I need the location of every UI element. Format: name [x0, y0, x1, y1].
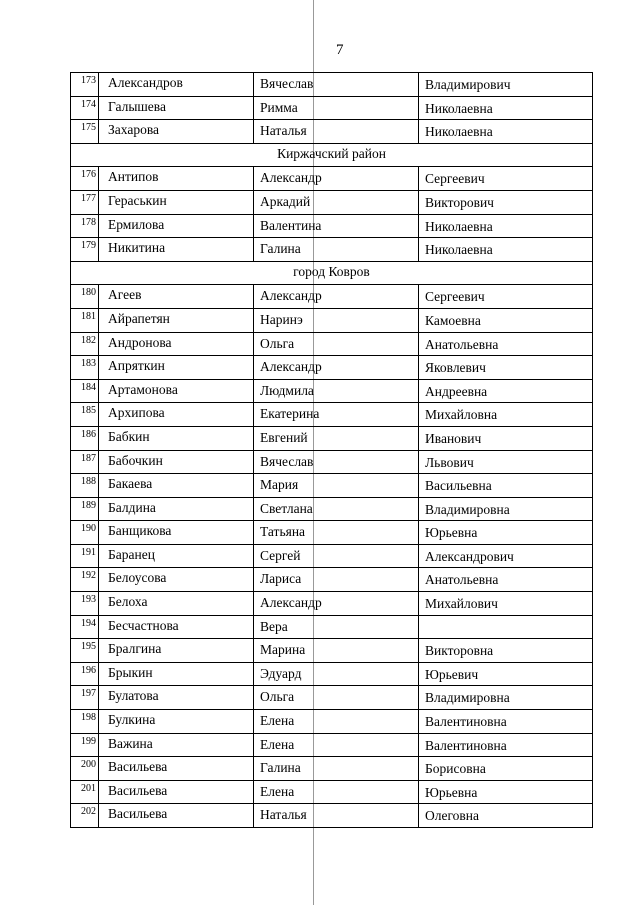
first-name-cell: Наринэ: [254, 309, 419, 332]
table-row: [70, 592, 593, 616]
table-row: [70, 97, 593, 121]
patronymic-cell: Камоевна: [425, 312, 481, 328]
patronymic-cell: Борисовна: [425, 761, 486, 777]
table-row: [70, 309, 593, 333]
last-name-cell: Белоха: [99, 592, 254, 615]
table-row: [70, 191, 593, 215]
row-number: 191: [71, 545, 99, 568]
last-name-cell: Брыкин: [99, 663, 254, 686]
row-number: 175: [71, 120, 99, 143]
table-row: [70, 238, 593, 262]
patronymic-cell: Александрович: [425, 548, 514, 564]
last-name-cell: Бабкин: [99, 427, 254, 450]
last-name-cell: Булатова: [99, 686, 254, 709]
patronymic-cell: Николаевна: [425, 218, 493, 234]
table-row: [70, 804, 593, 828]
first-name-cell: Людмила: [254, 380, 419, 403]
first-name-cell: Эдуард: [254, 663, 419, 686]
row-number: 193: [71, 592, 99, 615]
row-number: 188: [71, 474, 99, 497]
first-name-cell: Мария: [254, 474, 419, 497]
first-name-cell: Сергей: [254, 545, 419, 568]
row-number: 182: [71, 333, 99, 356]
patronymic-cell: Яковлевич: [425, 360, 486, 376]
patronymic-cell: Владимировна: [425, 501, 510, 517]
section-header-row: [70, 262, 593, 286]
last-name-cell: Айрапетян: [99, 309, 254, 332]
section-header-row: [70, 144, 593, 168]
first-name-cell: Аркадий: [254, 191, 419, 214]
last-name-cell: Апряткин: [99, 356, 254, 379]
row-number: 179: [71, 238, 99, 261]
first-name-cell: Вера: [254, 616, 419, 639]
patronymic-cell: Владимирович: [425, 77, 511, 92]
table-row: [70, 120, 593, 144]
last-name-cell: Антипов: [99, 167, 254, 190]
last-name-cell: Баранец: [99, 545, 254, 568]
table-row: [70, 686, 593, 710]
first-name-cell: Валентина: [254, 215, 419, 238]
first-name-cell: Александр: [254, 356, 419, 379]
row-number: 184: [71, 380, 99, 403]
row-number: 187: [71, 451, 99, 474]
patronymic-cell: Иванович: [425, 430, 482, 446]
last-name-cell: Важина: [99, 734, 254, 757]
row-number: 183: [71, 356, 99, 379]
last-name-cell: Васильева: [99, 804, 254, 827]
patronymic-cell: Викторович: [425, 194, 494, 210]
row-number: 190: [71, 521, 99, 544]
patronymic-cell: Сергеевич: [425, 289, 485, 305]
row-number: 176: [71, 167, 99, 190]
patronymic-cell: Юрьевна: [425, 525, 478, 541]
row-number: 189: [71, 498, 99, 521]
last-name-cell: Бесчастнова: [99, 616, 254, 639]
patronymic-cell: Валентиновна: [425, 737, 507, 753]
table-row: [70, 545, 593, 569]
first-name-cell: Екатерина: [254, 403, 419, 426]
row-number: 178: [71, 215, 99, 238]
table-row: [70, 521, 593, 545]
patronymic-cell: Николаевна: [425, 100, 493, 116]
row-number: 202: [71, 804, 99, 827]
table-row: [70, 215, 593, 239]
table-row: [70, 710, 593, 734]
patronymic-cell: Владимировна: [425, 690, 510, 706]
first-name-cell: Ольга: [254, 686, 419, 709]
row-number: 200: [71, 757, 99, 780]
first-name-cell: Светлана: [254, 498, 419, 521]
patronymic-cell: Васильевна: [425, 478, 492, 494]
last-name-cell: Банщикова: [99, 521, 254, 544]
row-number: 174: [71, 97, 99, 120]
page-number: 7: [336, 42, 344, 58]
last-name-cell: Балдина: [99, 498, 254, 521]
last-name-cell: Андронова: [99, 333, 254, 356]
section-title: Киржачский район: [277, 145, 386, 161]
table-row: [70, 285, 593, 309]
table-row: [70, 427, 593, 451]
first-name-cell: Вячеслав: [254, 73, 419, 96]
table-row: [70, 616, 593, 640]
patronymic-cell: Сергеевич: [425, 171, 485, 187]
first-name-cell: Лариса: [254, 568, 419, 591]
names-table: [70, 72, 593, 828]
table-row: [70, 498, 593, 522]
patronymic-cell: Валентиновна: [425, 714, 507, 730]
last-name-cell: Агеев: [99, 285, 254, 308]
row-number: 177: [71, 191, 99, 214]
patronymic-cell: Анатольевна: [425, 336, 499, 352]
row-number: 192: [71, 568, 99, 591]
first-name-cell: Галина: [254, 238, 419, 261]
row-number: 194: [71, 616, 99, 639]
table-row: [70, 639, 593, 663]
row-number: 186: [71, 427, 99, 450]
patronymic-cell: Михайловна: [425, 407, 498, 423]
table-row: [70, 781, 593, 805]
last-name-cell: Архипова: [99, 403, 254, 426]
table-row: [70, 474, 593, 498]
last-name-cell: Бабочкин: [99, 451, 254, 474]
patronymic-cell: Николаевна: [425, 242, 493, 258]
table-row: [70, 167, 593, 191]
first-name-cell: Римма: [254, 97, 419, 120]
patronymic-cell: Викторовна: [425, 643, 494, 659]
table-row: [70, 757, 593, 781]
last-name-cell: Галышева: [99, 97, 254, 120]
row-number: 195: [71, 639, 99, 662]
last-name-cell: Булкина: [99, 710, 254, 733]
row-number: 196: [71, 663, 99, 686]
table-row: [70, 380, 593, 404]
patronymic-cell: Николаевна: [425, 124, 493, 140]
patronymic-cell: Анатольевна: [425, 572, 499, 588]
first-name-cell: Александр: [254, 167, 419, 190]
table-row: [70, 734, 593, 758]
first-name-cell: Марина: [254, 639, 419, 662]
last-name-cell: Захарова: [99, 120, 254, 143]
first-name-cell: Галина: [254, 757, 419, 780]
last-name-cell: Белоусова: [99, 568, 254, 591]
first-name-cell: Елена: [254, 781, 419, 804]
last-name-cell: Александров: [99, 73, 254, 96]
first-name-cell: Ольга: [254, 333, 419, 356]
table-row: [70, 663, 593, 687]
first-name-cell: Елена: [254, 710, 419, 733]
last-name-cell: Артамонова: [99, 380, 254, 403]
table-row: [70, 403, 593, 427]
first-name-cell: Татьяна: [254, 521, 419, 544]
patronymic-cell: Андреевна: [425, 383, 488, 399]
last-name-cell: Бралгина: [99, 639, 254, 662]
first-name-cell: Александр: [254, 592, 419, 615]
table-row: [70, 333, 593, 357]
patronymic-cell: Олеговна: [425, 808, 480, 824]
row-number: 173: [71, 73, 99, 96]
patronymic-cell: Юрьевич: [425, 666, 479, 682]
last-name-cell: Никитина: [99, 238, 254, 261]
patronymic-cell: Юрьевна: [425, 784, 478, 800]
last-name-cell: Васильева: [99, 781, 254, 804]
first-name-cell: Вячеслав: [254, 451, 419, 474]
table-row: [70, 72, 593, 97]
patronymic-cell: Львович: [425, 454, 474, 470]
last-name-cell: Васильева: [99, 757, 254, 780]
row-number: 181: [71, 309, 99, 332]
patronymic-cell: Михайлович: [425, 596, 498, 612]
first-name-cell: Елена: [254, 734, 419, 757]
first-name-cell: Наталья: [254, 804, 419, 827]
row-number: 198: [71, 710, 99, 733]
table-row: [70, 356, 593, 380]
section-title: город Ковров: [293, 263, 370, 279]
row-number: 199: [71, 734, 99, 757]
last-name-cell: Гераськин: [99, 191, 254, 214]
first-name-cell: Евгений: [254, 427, 419, 450]
patronymic-cell: [419, 616, 592, 639]
row-number: 201: [71, 781, 99, 804]
table-row: [70, 451, 593, 475]
row-number: 180: [71, 285, 99, 308]
first-name-cell: Наталья: [254, 120, 419, 143]
table-row: [70, 568, 593, 592]
row-number: 185: [71, 403, 99, 426]
row-number: 197: [71, 686, 99, 709]
last-name-cell: Бакаева: [99, 474, 254, 497]
first-name-cell: Александр: [254, 285, 419, 308]
last-name-cell: Ермилова: [99, 215, 254, 238]
